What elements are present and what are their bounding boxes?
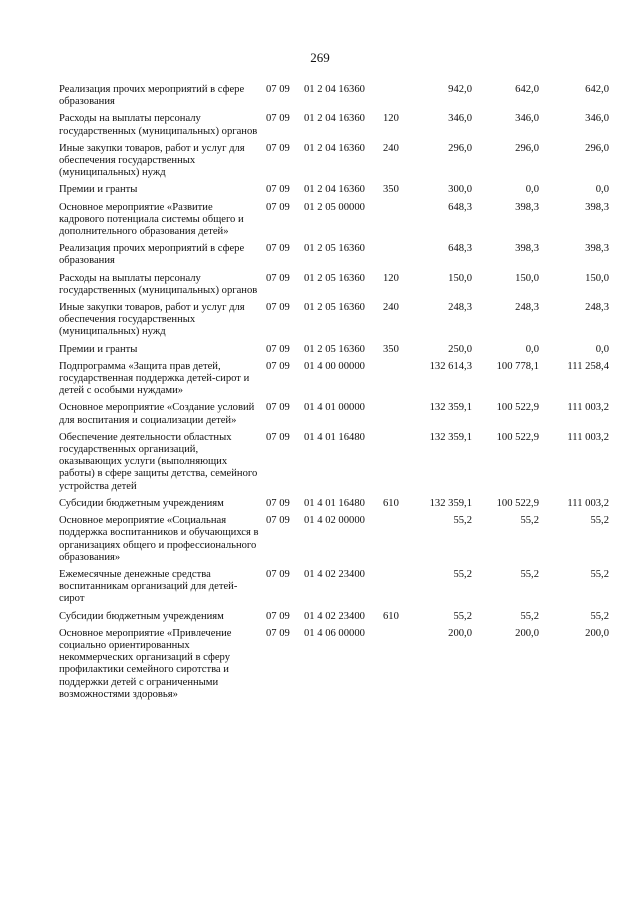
amount-year-3: 55,2 [590, 568, 609, 580]
target-article-code: 01 2 04 16360 [304, 184, 365, 196]
amount-year-1: 55,2 [453, 515, 472, 527]
amount-year-1: 248,3 [448, 302, 472, 314]
amount-year-2: 55,2 [520, 610, 539, 622]
amount-year-1: 55,2 [453, 568, 472, 580]
amount-year-2: 100 522,9 [496, 431, 539, 443]
amount-year-1: 250,0 [448, 343, 472, 355]
target-article-code: 01 4 01 16480 [304, 497, 365, 509]
amount-year-2: 296,0 [515, 142, 539, 154]
table-row [0, 273, 640, 297]
row-name: Расходы на выплаты персоналу государственных (муниципальных) органов [59, 113, 258, 137]
row-name: Расходы на выплаты персоналу государственных (муниципальных) органов [59, 272, 258, 296]
amount-year-2: 150,0 [515, 272, 539, 284]
amount-year-3: 111 258,4 [567, 360, 609, 372]
section-code: 07 09 [266, 113, 290, 125]
table-row [0, 202, 640, 239]
amount-year-2: 346,0 [515, 113, 539, 125]
target-article-code: 01 4 01 00000 [304, 402, 365, 414]
row-name: Основное мероприятие «Создание условий для воспитания и социализации детей» [59, 402, 255, 426]
amount-year-2: 200,0 [515, 627, 539, 639]
target-article-code: 01 2 05 16360 [304, 343, 365, 355]
section-code: 07 09 [266, 568, 290, 580]
amount-year-1: 200,0 [448, 627, 472, 639]
amount-year-3: 248,3 [585, 302, 609, 314]
row-name: Ежемесячные денежные средства воспитанникам организаций для детей-сирот [59, 568, 238, 605]
table-row [0, 432, 640, 493]
amount-year-2: 398,3 [515, 243, 539, 255]
amount-year-3: 0,0 [595, 343, 609, 355]
section-code: 07 09 [266, 402, 290, 414]
row-name: Субсидии бюджетным учреждениям [59, 497, 224, 509]
target-article-code: 01 2 04 16360 [304, 113, 365, 125]
target-article-code: 01 2 04 16360 [304, 142, 365, 154]
section-code: 07 09 [266, 343, 290, 355]
amount-year-3: 0,0 [595, 184, 609, 196]
amount-year-3: 200,0 [585, 627, 609, 639]
amount-year-1: 648,3 [448, 201, 472, 213]
target-article-code: 01 4 02 00000 [304, 515, 365, 527]
row-name: Иные закупки товаров, работ и услуг для обеспечения государственных (муниципальных) нужд [59, 142, 245, 179]
row-name: Основное мероприятие «Развитие кадрового потенциала системы общего и дополнительного образования детей» [59, 201, 244, 238]
row-name: Основное мероприятие «Социальная поддержка воспитанников и обучающихся в организациях общего и профессионального образования» [59, 515, 259, 563]
amount-year-1: 942,0 [448, 84, 472, 95]
amount-year-3: 55,2 [590, 515, 609, 527]
amount-year-2: 100 778,1 [496, 360, 539, 372]
amount-year-1: 132 614,3 [429, 360, 472, 372]
amount-year-2: 642,0 [515, 84, 539, 95]
table-row [0, 569, 640, 606]
amount-year-1: 296,0 [448, 142, 472, 154]
row-name: Премии и гранты [59, 343, 138, 355]
amount-year-2: 248,3 [515, 302, 539, 314]
section-code: 07 09 [266, 142, 290, 154]
amount-year-3: 642,0 [585, 84, 609, 95]
section-code: 07 09 [266, 497, 290, 509]
table-row [0, 113, 640, 137]
table-row [0, 84, 640, 108]
expense-type-code: 240 [383, 142, 399, 154]
section-code: 07 09 [266, 184, 290, 196]
amount-year-3: 111 003,2 [567, 497, 609, 509]
expense-type-code: 610 [383, 497, 399, 509]
table-row [0, 515, 640, 564]
table-row [0, 628, 640, 701]
amount-year-2: 55,2 [520, 515, 539, 527]
amount-year-2: 398,3 [515, 201, 539, 213]
section-code: 07 09 [266, 610, 290, 622]
table-row [0, 344, 640, 356]
amount-year-3: 296,0 [585, 142, 609, 154]
table-row [0, 302, 640, 339]
amount-year-3: 111 003,2 [567, 402, 609, 414]
section-code: 07 09 [266, 201, 290, 213]
section-code: 07 09 [266, 627, 290, 639]
target-article-code: 01 2 05 00000 [304, 201, 365, 213]
section-code: 07 09 [266, 272, 290, 284]
expense-type-code: 350 [383, 184, 399, 196]
amount-year-1: 346,0 [448, 113, 472, 125]
row-name: Реализация прочих мероприятий в сфере образования [59, 243, 245, 267]
section-code: 07 09 [266, 84, 290, 95]
table-row [0, 498, 640, 510]
amount-year-2: 100 522,9 [496, 497, 539, 509]
table-row [0, 611, 640, 623]
section-code: 07 09 [266, 302, 290, 314]
amount-year-2: 0,0 [525, 343, 539, 355]
target-article-code: 01 2 05 16360 [304, 302, 365, 314]
table-row [0, 361, 640, 398]
table-row [0, 402, 640, 426]
amount-year-1: 300,0 [448, 184, 472, 196]
section-code: 07 09 [266, 431, 290, 443]
section-code: 07 09 [266, 360, 290, 372]
amount-year-1: 55,2 [453, 610, 472, 622]
amount-year-2: 100 522,9 [496, 402, 539, 414]
budget-table [0, 84, 640, 706]
amount-year-3: 398,3 [585, 201, 609, 213]
row-name: Основное мероприятие «Привлечение социально ориентированных некоммерческих организаций в сферу профилактики семейного сиротства и поддержки детей с ограниченными возможностями здоровья» [59, 627, 232, 700]
row-name: Подпрограмма «Защита прав детей, государственная поддержка детей-сирот и детей с особыми нуждами» [59, 360, 250, 397]
amount-year-1: 132 359,1 [429, 497, 472, 509]
table-row [0, 243, 640, 267]
table-row [0, 143, 640, 180]
expense-type-code: 350 [383, 343, 399, 355]
expense-type-code: 240 [383, 302, 399, 314]
page-number: 269 [310, 50, 330, 65]
target-article-code: 01 4 06 00000 [304, 627, 365, 639]
target-article-code: 01 2 05 16360 [304, 272, 365, 284]
target-article-code: 01 2 05 16360 [304, 243, 365, 255]
amount-year-3: 398,3 [585, 243, 609, 255]
expense-type-code: 610 [383, 610, 399, 622]
row-name: Иные закупки товаров, работ и услуг для обеспечения государственных (муниципальных) нужд [59, 302, 245, 338]
amount-year-2: 55,2 [520, 568, 539, 580]
row-name: Премии и гранты [59, 184, 138, 196]
amount-year-3: 346,0 [585, 113, 609, 125]
amount-year-2: 0,0 [525, 184, 539, 196]
amount-year-1: 132 359,1 [429, 431, 472, 443]
amount-year-1: 150,0 [448, 272, 472, 284]
target-article-code: 01 4 01 16480 [304, 431, 365, 443]
target-article-code: 01 4 00 00000 [304, 360, 365, 372]
amount-year-1: 132 359,1 [429, 402, 472, 414]
target-article-code: 01 4 02 23400 [304, 610, 365, 622]
amount-year-3: 150,0 [585, 272, 609, 284]
row-name: Реализация прочих мероприятий в сфере образования [59, 84, 245, 108]
table-row [0, 184, 640, 196]
expense-type-code: 120 [383, 272, 399, 284]
amount-year-3: 55,2 [590, 610, 609, 622]
target-article-code: 01 4 02 23400 [304, 568, 365, 580]
target-article-code: 01 2 04 16360 [304, 84, 365, 95]
amount-year-3: 111 003,2 [567, 431, 609, 443]
amount-year-1: 648,3 [448, 243, 472, 255]
row-name: Субсидии бюджетным учреждениям [59, 610, 224, 622]
row-name: Обеспечение деятельности областных государственных организаций, оказывающих услуги (выполняющих работы) в сфере защиты детства, семейного устройства детей [59, 431, 258, 492]
section-code: 07 09 [266, 243, 290, 255]
section-code: 07 09 [266, 515, 290, 527]
expense-type-code: 120 [383, 113, 399, 125]
